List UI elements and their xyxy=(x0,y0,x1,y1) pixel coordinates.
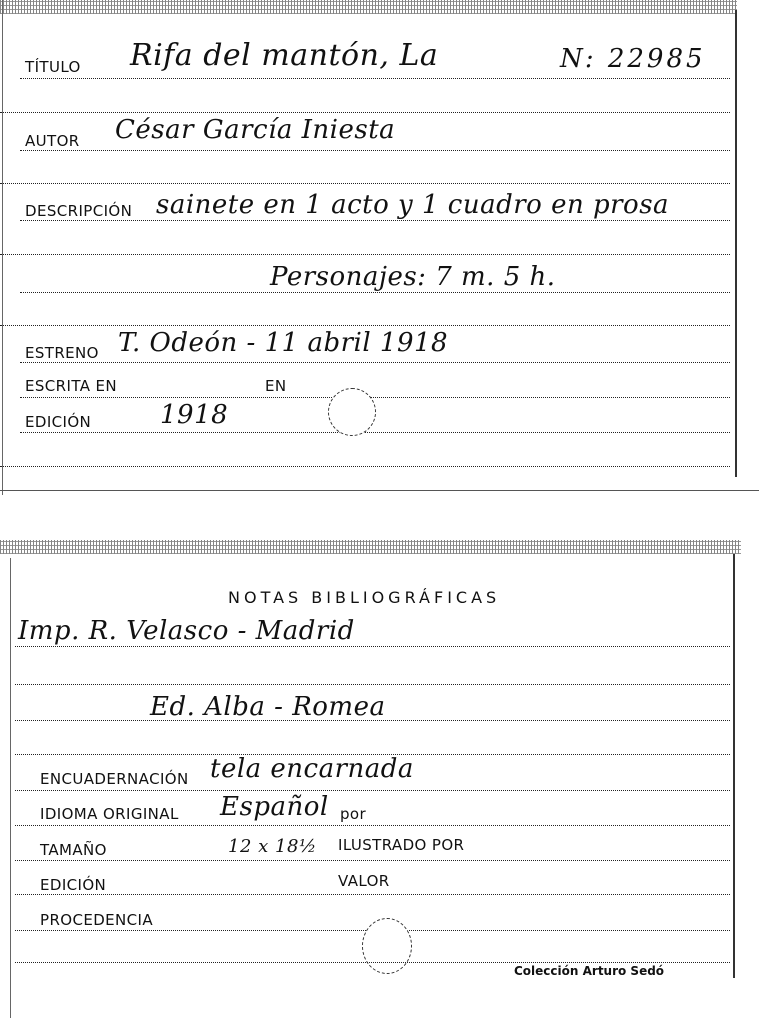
edicion-line-back xyxy=(15,894,730,895)
titulo-value: Rifa del mantón, La xyxy=(130,38,439,73)
titulo-line xyxy=(20,78,730,79)
por-label: por xyxy=(340,805,367,823)
personajes-line xyxy=(20,292,730,293)
card-right-border xyxy=(735,10,737,477)
estreno-line xyxy=(20,362,730,363)
note-line-2: Ed. Alba - Romea xyxy=(150,692,386,722)
encuadernacion-value: tela encarnada xyxy=(210,754,414,784)
punch-hole xyxy=(362,918,412,974)
collection-note: Colección Arturo Sedó xyxy=(514,964,665,978)
note-line-1: Imp. R. Velasco - Madrid xyxy=(18,616,355,646)
blank-line xyxy=(0,254,730,255)
idioma-line xyxy=(15,825,730,826)
note-line xyxy=(15,684,730,685)
encuadernacion-line xyxy=(15,790,730,791)
card-bottom-edge xyxy=(0,490,759,491)
autor-line xyxy=(20,150,730,151)
scan-noise-top xyxy=(0,0,737,14)
tamano-value: 12 x 18½ xyxy=(228,836,317,857)
escrita-line xyxy=(20,397,730,398)
procedencia-label: PROCEDENCIA xyxy=(40,911,154,929)
note-line xyxy=(15,646,730,647)
encuadernacion-label: ENCUADERNACIÓN xyxy=(40,770,189,788)
edicion-line xyxy=(20,432,730,433)
blank-line xyxy=(0,183,730,184)
card-right-border xyxy=(733,554,735,978)
edicion-value: 1918 xyxy=(160,400,229,430)
note-line xyxy=(15,720,730,721)
blank-line xyxy=(0,325,730,326)
estreno-value: T. Odeón - 11 abril 1918 xyxy=(118,328,449,358)
valor-label: VALOR xyxy=(338,872,390,890)
blank-line xyxy=(0,466,730,467)
descripcion-label: DESCRIPCIÓN xyxy=(25,202,133,220)
blank-line xyxy=(0,112,730,113)
autor-value: César García Iniesta xyxy=(115,115,396,145)
descripcion-value: sainete en 1 acto y 1 cuadro en prosa xyxy=(156,190,670,220)
punch-hole xyxy=(328,388,376,436)
catalog-card-front xyxy=(0,0,759,495)
ilustrado-label: ILUSTRADO POR xyxy=(338,836,465,854)
edicion-label-back: EDICIÓN xyxy=(40,876,107,894)
tamano-label: TAMAÑO xyxy=(40,841,107,859)
descripcion-line xyxy=(20,220,730,221)
tamano-line xyxy=(15,860,730,861)
catalog-card-back xyxy=(0,538,759,1018)
idioma-value: Español xyxy=(220,792,329,822)
escrita-en-label: ESCRITA EN xyxy=(25,377,118,395)
card-left-border xyxy=(10,558,11,1018)
catalog-number: N: 22985 xyxy=(560,44,706,74)
notas-heading: NOTAS BIBLIOGRÁFICAS xyxy=(228,588,501,607)
idioma-label: IDIOMA ORIGINAL xyxy=(40,805,179,823)
scan-noise-top xyxy=(0,540,741,554)
card-left-border xyxy=(2,0,3,495)
blank-line xyxy=(15,962,730,963)
autor-label: AUTOR xyxy=(25,132,80,150)
titulo-label: TÍTULO xyxy=(25,58,81,76)
personajes-value: Personajes: 7 m. 5 h. xyxy=(270,262,556,292)
en-label: EN xyxy=(265,377,287,395)
estreno-label: ESTRENO xyxy=(25,344,99,362)
edicion-label: EDICIÓN xyxy=(25,413,92,431)
